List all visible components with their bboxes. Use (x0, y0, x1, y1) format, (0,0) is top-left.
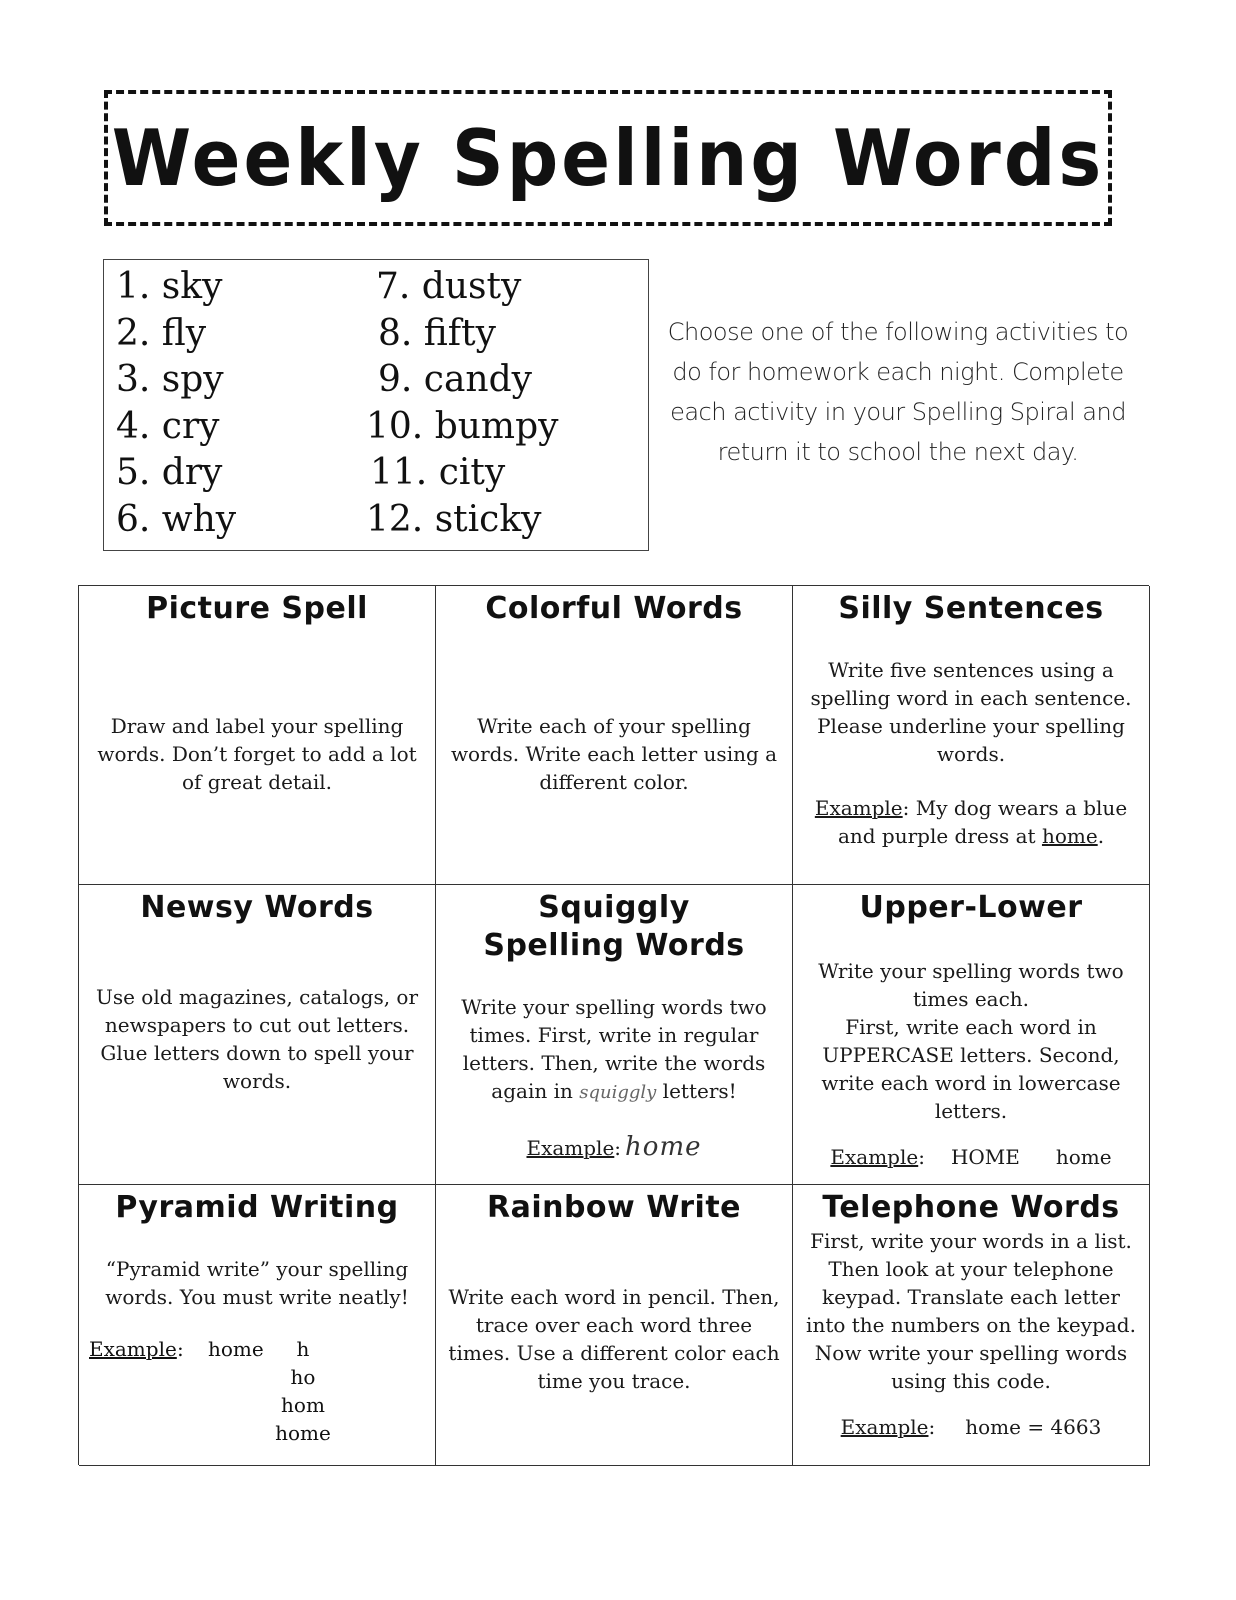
example-text: : My dog wears a blue and purple dress at (837, 796, 1128, 848)
example-label: Example (814, 796, 903, 820)
description-end: letters! (656, 1079, 737, 1103)
activity-example (803, 1143, 1139, 1171)
pyramid-step: h (296, 1337, 310, 1361)
description-start: Write your spelling words two times. First, write in regular letters. Then, write the words again in (461, 995, 767, 1103)
example-label: Example (830, 1145, 919, 1169)
activity-title: Squiggly Spelling Words (483, 890, 745, 963)
pyramid-step: ho (290, 1365, 316, 1389)
activity-description-2: First, write each word in UPPERCASE letters. Second, write each word in lowercase letters. (821, 1015, 1121, 1123)
homework-instructions: Choose one of the following activities to do for homework each night. Complete each activity in your Spelling Spiral and return it to school the next day. (667, 318, 1129, 466)
example-uppercase: HOME (950, 1145, 1020, 1169)
spelling-word: 1. sky (116, 266, 223, 307)
spelling-word: 7. dusty (376, 266, 522, 307)
example-colon: : (177, 1337, 184, 1361)
spelling-word: 2. fly (116, 312, 207, 354)
activity-example (446, 1133, 782, 1162)
activity-title: Upper-Lower (859, 890, 1083, 925)
example-end: . (1097, 824, 1105, 848)
pyramid-step: hom (281, 1393, 325, 1417)
activity-description: Write each of your spelling words. Write each letter using a different color. (450, 714, 778, 794)
example-colon: : (918, 1145, 925, 1169)
word-column-2 (366, 264, 558, 543)
example-word: home (208, 1337, 264, 1361)
activity-grid (78, 585, 1149, 1465)
example-label: Example (89, 1337, 177, 1361)
example-value: home = 4663 (965, 1415, 1102, 1439)
activity-title: Pyramid Writing (115, 1190, 399, 1225)
spelling-word: 3. spy (116, 359, 224, 400)
example-colon: : (928, 1415, 936, 1439)
activity-squiggly-spelling (436, 885, 793, 1185)
activity-upper-lower (793, 885, 1150, 1185)
example-word: home (625, 1132, 702, 1162)
spelling-word: 10. bumpy (366, 405, 559, 447)
spelling-word: 11. city (370, 452, 506, 493)
example-colon: : (614, 1136, 622, 1160)
activity-description: Write five sentences using a spelling word in each sentence. Please underline your spelling words. (810, 658, 1132, 766)
activity-rainbow-write (436, 1185, 793, 1466)
activity-example (803, 794, 1139, 850)
activity-title: Newsy Words (140, 890, 374, 925)
activity-title: Colorful Words (485, 591, 743, 626)
activity-description (446, 993, 782, 1107)
pyramid-step: home (275, 1421, 331, 1445)
title-box (104, 90, 1112, 226)
activity-example (803, 1413, 1139, 1441)
activity-newsy-words (79, 885, 436, 1185)
spelling-word: 6. why (116, 498, 237, 540)
activity-colorful-words (436, 586, 793, 885)
activity-description: Write each word in pencil. Then, trace over each word three times. Use a different color each time you trace. (448, 1285, 780, 1393)
activity-description: First, write your words in a list. Then look at your telephone keypad. Translate each letter into the numbers on the keypad. Now write your spelling words using this code. (806, 1229, 1136, 1393)
spelling-word: 8. fifty (378, 312, 496, 354)
activity-description: Use old magazines, catalogs, or newspapers to cut out letters. Glue letters down to spell your words. (95, 985, 419, 1093)
example-lowercase: home (1055, 1145, 1112, 1169)
activity-description: “Pyramid write” your spelling words. You must write neatly! (105, 1257, 409, 1309)
activity-description: Draw and label your spelling words. Don’t forget to add a lot of great detail. (97, 714, 417, 794)
spelling-word: 4. cry (116, 405, 220, 447)
example-label: Example (526, 1136, 615, 1160)
activity-title: Silly Sentences (838, 591, 1104, 626)
activity-title: Telephone Words (822, 1190, 1120, 1225)
spelling-word-list (103, 259, 649, 551)
spelling-word: 5. dry (116, 452, 223, 493)
spelling-word: 12. sticky (366, 498, 542, 540)
squiggly-word: squiggly (579, 1082, 657, 1103)
example-label: Example (840, 1415, 929, 1439)
example-underlined-word: home (1041, 824, 1098, 848)
word-column-1 (116, 264, 236, 543)
activity-title: Picture Spell (146, 591, 368, 626)
activity-silly-sentences (793, 586, 1150, 885)
activity-description: Write your spelling words two times each. (818, 959, 1124, 1011)
page-title: Weekly Spelling Words (111, 112, 1105, 204)
activity-pyramid-writing (79, 1185, 436, 1466)
spelling-word: 9. candy (378, 359, 532, 400)
activity-telephone-words (793, 1185, 1150, 1466)
activity-picture-spell (79, 586, 436, 885)
activity-title: Rainbow Write (486, 1190, 742, 1225)
